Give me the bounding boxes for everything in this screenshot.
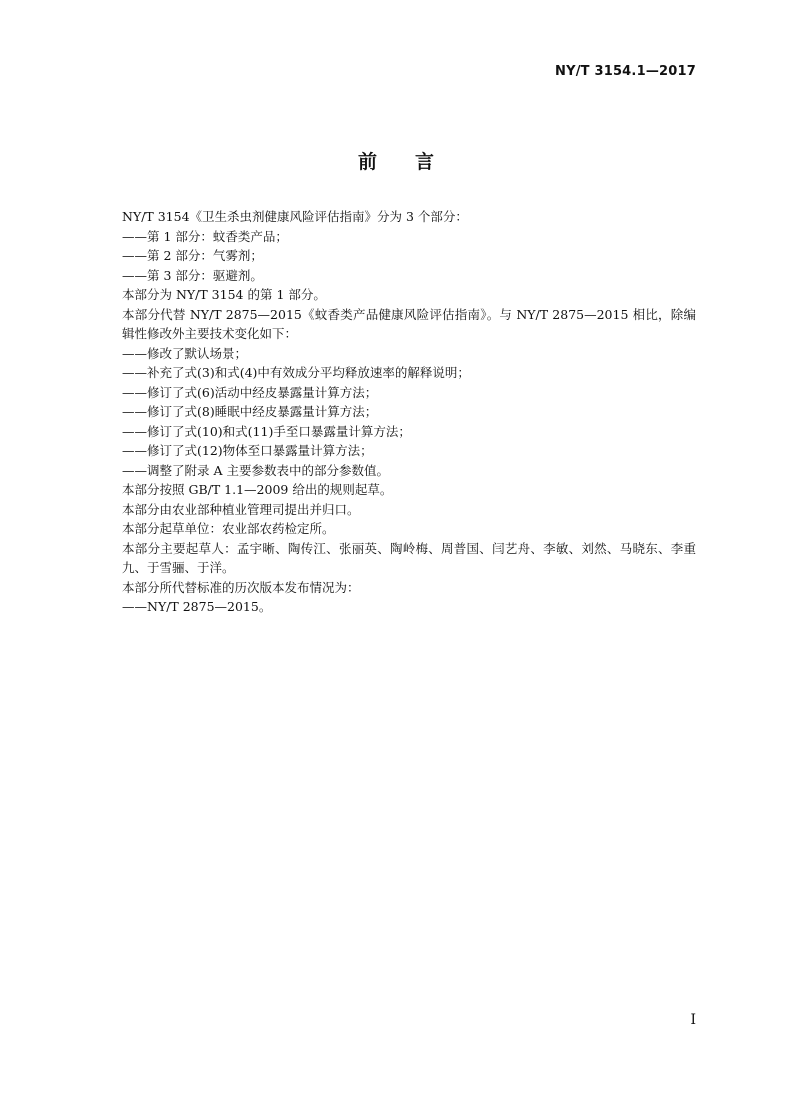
page-title: 前言 xyxy=(357,151,472,173)
list-item-change-7: ——调整了附录 A 主要参数表中的部分参数值。 xyxy=(122,462,389,478)
paragraph-drafting-unit: 本部分起草单位：农业部农药检定所。 xyxy=(122,521,335,536)
list-item-part-2: ——第 2 部分：气雾剂； xyxy=(122,248,263,263)
foreword-body xyxy=(96,207,696,617)
paragraph-drafting-rules: 本部分按照 GB/T 1.1—2009 给出的规则起草。 xyxy=(122,482,393,497)
list-item-part-3: ——第 3 部分：驱避剂。 xyxy=(122,267,263,283)
list-item-previous-version: ——NY/T 2875—2015。 xyxy=(122,599,272,614)
list-item-change-6: ——修订了式(12)物体至口暴露量计算方法； xyxy=(122,443,373,458)
list-item-change-2: ——补充了式(3)和式(4)中有效成分平均释放速率的解释说明； xyxy=(122,365,470,380)
standard-code: NY/T 3154.1—2017 xyxy=(555,64,696,79)
paragraph-proposer: 本部分由农业部种植业管理司提出并归口。 xyxy=(122,501,360,517)
list-item-change-1: ——修改了默认场景； xyxy=(122,345,248,361)
paragraph-this-part: 本部分为 NY/T 3154 的第 1 部分。 xyxy=(122,287,326,302)
page-number: I xyxy=(690,1012,696,1028)
list-item-part-1: ——第 1 部分：蚊香类产品； xyxy=(122,228,288,244)
list-item-change-5: ——修订了式(10)和式(11)手至口暴露量计算方法； xyxy=(122,423,411,439)
list-item-change-4: ——修订了式(8)睡眠中经皮暴露量计算方法； xyxy=(122,404,378,419)
list-item-change-3: ——修订了式(6)活动中经皮暴露量计算方法； xyxy=(122,384,378,400)
paragraph-replaces: 本部分代替 NY/T 2875—2015《蚊香类产品健康风险评估指南》。与 NY/T 2875—2015 相比，除编辑性修改外主要技术变化如下： xyxy=(122,306,696,341)
paragraph-history: 本部分所代替标准的历次版本发布情况为： xyxy=(122,579,360,595)
paragraph-drafters: 本部分主要起草人：孟宇晰、陶传江、张丽英、陶岭梅、周普国、闫艺舟、李敏、刘然、马晓东、李重九、于雪骊、于洋。 xyxy=(122,540,696,575)
paragraph-intro: NY/T 3154《卫生杀虫剂健康风险评估指南》分为 3 个部分： xyxy=(122,209,468,224)
